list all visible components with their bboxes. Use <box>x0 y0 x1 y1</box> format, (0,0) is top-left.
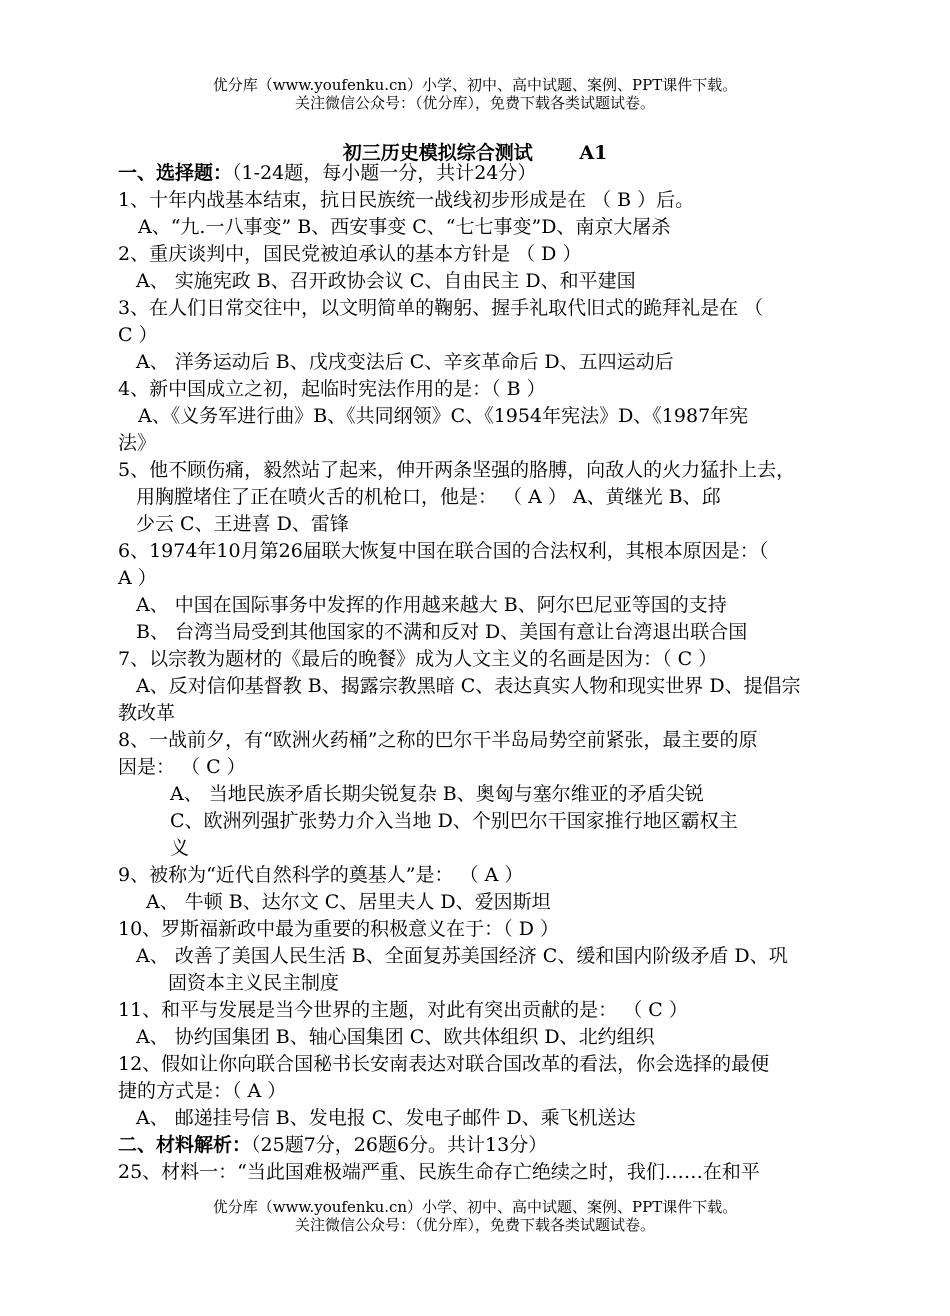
section-1-note: （1-24题，每小题一分，共计24分） <box>232 162 537 184</box>
option-line: A、 邮递挂号信 B、发电报 C、发电子邮件 D、乘飞机送达 <box>136 1107 636 1129</box>
title-code: A1 <box>579 142 608 164</box>
header-line-1: 优分库（www.youfenku.cn）小学、初中、高中试题、案例、PPT课件下载。 <box>212 76 738 94</box>
question-line: 4、新中国成立之初，起临时宪法作用的是：（ B ） <box>118 378 546 400</box>
question-line: 8、一战前夕，有“欧洲火药桶”之称的巴尔干半岛局势空前紧张，最主要的原 <box>118 729 758 751</box>
option-line: A、 协约国集团 B、轴心国集团 C、欧共体组织 D、北约组织 <box>136 1026 655 1048</box>
footer-line-1: 优分库（www.youfenku.cn）小学、初中、高中试题、案例、PPT课件下载。 <box>212 1198 738 1216</box>
question-line: A ） <box>118 567 157 589</box>
option-line: A、“九.一八事变” B、西安事变 C、“七七事变”D、南京大屠杀 <box>138 216 671 238</box>
question-line: 12、假如让你向联合国秘书长安南表达对联合国改革的看法，你会选择的最便 <box>118 1053 770 1075</box>
question-line: 因是： （ C ） <box>118 756 246 778</box>
option-line: B、 台湾当局受到其他国家的不满和反对 D、美国有意让台湾退出联合国 <box>136 621 748 643</box>
section-1-title: 一、选择题： <box>118 162 233 184</box>
option-line: 固资本主义民主制度 <box>168 972 340 994</box>
option-line: C、欧洲列强扩张势力介入当地 D、个别巴尔干国家推行地区霸权主 <box>170 810 738 832</box>
question-line: 1、十年内战基本结束，抗日民族统一战线初步形成是在 （ B ）后。 <box>118 189 695 211</box>
section-2-note: （25题7分，26题6分。共计13分） <box>251 1134 548 1156</box>
question-line: 6、1974年10月第26届联大恢复中国在联合国的合法权利，其根本原因是：（ <box>118 540 769 562</box>
option-line: A、《义务军进行曲》B、《共同纲领》C、《1954年宪法》D、《1987年宪 <box>138 405 749 427</box>
question-line: 少云 C、王进喜 D、雷锋 <box>136 513 349 535</box>
question-line: 捷的方式是：（ A ） <box>118 1080 287 1102</box>
option-line: 法》 <box>118 432 157 454</box>
question-line: 11、和平与发展是当今世界的主题，对此有突出贡献的是： （ C ） <box>118 999 688 1021</box>
question-line: 7、以宗教为题材的《最后的晚餐》成为人文主义的名画是因为：（ C ） <box>118 648 718 670</box>
title-text: 初三历史模拟综合测试 <box>342 142 533 164</box>
footer-line-2: 关注微信公众号：（优分库），免费下载各类试题试卷。 <box>294 1216 655 1234</box>
section-2-title: 二、材料解析： <box>118 1134 252 1156</box>
question-line: 25、材料一：“当此国难极端严重、民族生命存亡绝续之时，我们……在和平 <box>118 1161 760 1183</box>
option-line: A、 洋务运动后 B、戊戌变法后 C、辛亥革命后 D、五四运动后 <box>136 351 674 373</box>
question-line: C ） <box>118 324 158 346</box>
question-line: 用胸膛堵住了正在喷火舌的机枪口，他是： （ A ） A、黄继光 B、邱 <box>136 486 721 508</box>
question-line: 10、罗斯福新政中最为重要的积极意义在于：（ D ） <box>118 918 559 940</box>
question-line: 3、在人们日常交往中，以文明简单的鞠躬、握手礼取代旧式的跪拜礼是在 （ <box>118 297 764 319</box>
option-line: A、 改善了美国人民生活 B、全面复苏美国经济 C、缓和国内阶级矛盾 D、巩 <box>136 945 788 967</box>
question-line: 9、被称为“近代自然科学的奠基人”是： （ A ） <box>118 864 524 886</box>
option-line: A、 实施宪政 B、召开政协会议 C、自由民主 D、和平建国 <box>136 270 636 292</box>
option-line: A、反对信仰基督教 B、揭露宗教黑暗 C、表达真实人物和现实世界 D、提倡宗 <box>136 675 801 697</box>
option-line: A、 牛顿 B、达尔文 C、居里夫人 D、爱因斯坦 <box>146 891 551 913</box>
option-line: A、 当地民族矛盾长期尖锐复杂 B、奥匈与塞尔维亚的矛盾尖锐 <box>170 783 704 805</box>
option-line: 义 <box>170 837 190 859</box>
option-line: 教改革 <box>118 702 176 724</box>
option-line: A、 中国在国际事务中发挥的作用越来越大 B、阿尔巴尼亚等国的支持 <box>136 594 727 616</box>
section-heading <box>118 1132 547 1158</box>
header-line-2: 关注微信公众号：（优分库），免费下载各类试题试卷。 <box>294 94 655 112</box>
section-heading <box>118 160 536 186</box>
question-line: 2、重庆谈判中，国民党被迫承认的基本方针是 （ D ） <box>118 243 582 265</box>
question-line: 5、他不顾伤痛，毅然站了起来，伸开两条坚强的胳膊，向敌人的火力猛扑上去， <box>118 459 796 481</box>
